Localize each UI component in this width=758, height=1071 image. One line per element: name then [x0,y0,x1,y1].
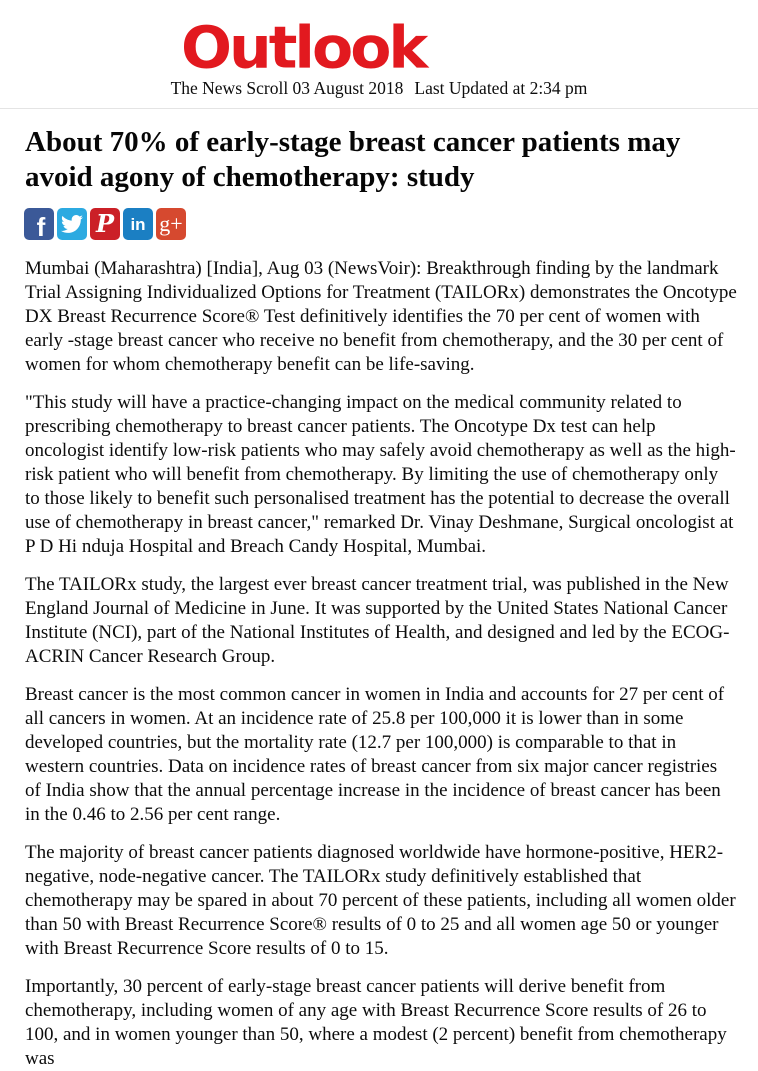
header-divider [0,108,758,109]
site-header [0,0,758,98]
twitter-share-button[interactable] [57,208,87,240]
googleplus-share-button[interactable] [156,208,186,240]
article-headline: About 70% of early-stage breast cancer patients may avoid agony of chemotherapy: study [25,126,681,193]
article-paragraph: Importantly, 30 percent of early-stage breast cancer patients will derive benefit from chemotherapy, including women of any age with Breast Recurrence Score results of 26 to 100, and in women younger than 50, where a modest (2 percent) benefit from chemotherapy was [25,976,727,1069]
linkedin-icon: in [130,214,146,234]
tagline-date: The News Scroll 03 August 2018 [170,78,404,98]
outlook-logo[interactable]: Outlook [181,14,426,82]
facebook-share-button[interactable] [24,208,54,240]
pinterest-icon: P [95,209,115,238]
article-main [0,125,758,1071]
facebook-icon: f [36,212,46,240]
social-share-bar [24,208,758,240]
linkedin-share-button[interactable] [123,208,153,240]
article-body [25,257,737,1071]
article-paragraph: Breast cancer is the most common cancer in women in India and accounts for 27 per cent of all cancers in women. At an incidence rate of 25.8 per 100,000 it is lower than in some developed countries, but the mortality rate (12.7 per 100,000) is comparable to that in western countries. Data on incidence rates of breast cancer from six major cancer registries of India show that the annual percentage increase in the incidence of breast cancer has been in the 0.46 to 2.56 per cent range. [25,684,725,825]
article-paragraph: "This study will have a practice-changing impact on the medical community related to prescribing chemotherapy to breast cancer patients. The Oncotype Dx test can help oncologist identify low-risk patients who may safely avoid chemotherapy as well as the high-risk patient who will benefit from chemotherapy. By limiting the use of chemotherapy only to those likely to benefit such personalised treatment has the potential to decrease the overall use of chemotherapy in breast cancer," remarked Dr. Vinay Deshmane, Surgical oncologist at P D Hi nduja Hospital and Breach Candy Hospital, Mumbai. [25,392,736,557]
tagline-updated: Last Updated at 2:34 pm [414,78,588,98]
pinterest-share-button[interactable] [90,208,120,240]
twitter-bird-icon [61,213,83,235]
article-paragraph: Mumbai (Maharashtra) [India], Aug 03 (NewsVoir): Breakthrough finding by the landmark Trial Assigning Individualized Options for Treatment (TAILORx) demonstrates the Oncotype DX Breast Recurrence Score® Test definitively identifies the 70 per cent of women with early -stage breast cancer who receive no benefit from chemotherapy, and the 30 per cent of women for whom chemotherapy benefit can be life-saving. [25,258,737,375]
googleplus-icon: g+ [159,211,183,236]
article-paragraph: The TAILORx study, the largest ever breast cancer treatment trial, was published in the New England Journal of Medicine in June. It was supported by the United States National Cancer Institute (NCI), part of the National Institutes of Health, and designed and led by the ECOG-ACRIN Cancer Research Group. [25,574,730,667]
article-paragraph: The majority of breast cancer patients diagnosed worldwide have hormone-positive, HER2-negative, node-negative cancer. The TAILORx study definitively established that chemotherapy may be spared in about 70 percent of these patients, including all women older than 50 with Breast Recurrence Score® results of 0 to 25 and all women age 50 or younger with Breast Recurrence Score results of 0 to 15. [25,842,736,959]
